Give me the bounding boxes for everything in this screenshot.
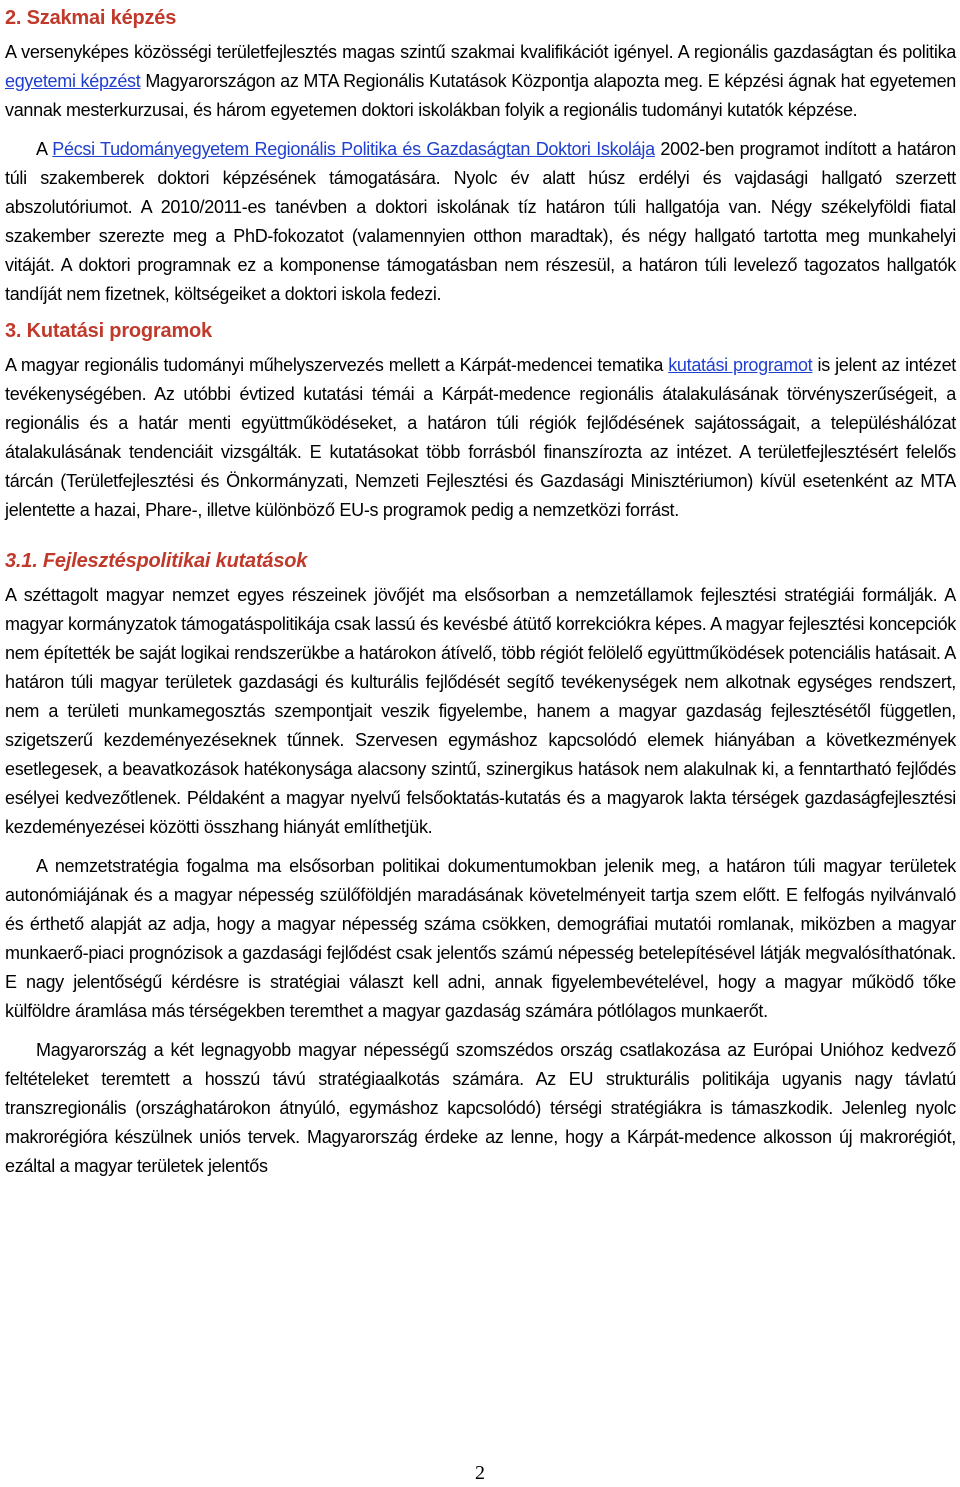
link-doctoral-school[interactable]: Pécsi Tudományegyetem Regionális Politika és Gazdaságtan Doktori Iskolája [52,139,655,159]
section-heading-szakmai-kepzes: 2. Szakmai képzés [5,7,177,29]
link-kutatasi-programot[interactable]: kutatási programot [668,355,813,375]
paragraph-text: A versenyképes közösségi területfejlesztés magas szintű szakmai kvalifikációt igényel. A regionális gazdaságtan és politika [5,42,956,62]
paragraph-research-programs [5,351,956,525]
paragraph-text: A magyar regionális tudományi műhelyszervezés mellett a Kárpát-medencei tematika [5,355,669,375]
paragraph-text: Magyarországon az MTA Regionális Kutatások Központja alapozta meg. E képzési ágnak hat egyetemen vannak mesterkurzusai, és három egyetemen doktori iskolákban folyik a regionális tudományi kutatók képzése. [5,71,956,120]
paragraph-text: is jelent az intézet tevékenységében. Az utóbbi évtized kutatási témái a Kárpát-medence regionális átalakulásának törvényszerűségeit, a regionális és a határ menti együttműködéseket, a határon túli régiók fejlődésének sajátosságait, a településhálózat átalakulásának tendenciáit vizsgálták. E kutatásokat több forrásból finanszírozta az intézet. A területfejlesztésért felelős tárcán (Területfejlesztési és Önkormányzati, Nemzeti Fejlesztési és Gazdasági Minisztériumon) kívül esetenként az MTA jelentette a hazai, Phare-, illetve különböző EU-s programok pedig a nemzetközi forrást. [5,355,957,520]
paragraph-training-intro [5,38,956,125]
paragraph-eu-macroregion: Magyarország a két legnagyobb magyar népességű szomszédos ország csatlakozása az Európai Unióhoz kedvező feltételeket teremtett a hosszú távú stratégiaalkotás számára. Az EU strukturális politikája ugyanis nagy távlatú transzregionális (országhatárokon átnyúló, egymáshoz kapcsolódó) térségi stratégiákra is támaszkodik. Jelenleg nyolc makrorégióra készülnek uniós tervek. Magyarország érdeke az lenne, hogy a Kárpát-medence alkosson új makrorégiót, ezáltal a magyar területek jelentős [5,1040,956,1176]
paragraph-text: A [36,139,53,159]
link-egyetemi-kepzes[interactable]: egyetemi képzést [5,71,141,91]
paragraph-doctoral-school [5,135,956,309]
page-number: 2 [475,1462,485,1484]
subsection-heading-fejlesztespolitikai-kutatasok: 3.1. Fejlesztéspolitikai kutatások [5,550,308,572]
paragraph-development-policy: A széttagolt magyar nemzet egyes részeinek jövőjét ma elsősorban a nemzetállamok fejlesztési stratégiái formálják. A magyar kormányzatok támogatáspolitikája csak lassú és kevésbé átütő korrekciókra képes. A magyar fejlesztési koncepciók nem építették be saját logikai rendszerükbe a határokon átívelő, több régiót felölelő együttműködések potenciális hatásait. A határon túli magyar területek gazdasági és kulturális fejlődését segítő tevékenységek nem alkotnak egységes rendszert, nem a területi munkamegosztás szempontjait veszik figyelembe, hanem a magyar gazdaság fejlesztésétől független, szigetszerű kezdeményezéseknek tűnnek. Szervesen egymáshoz kapcsolódó elemek hiányában a következmények esetlegesek, a beavatkozások hatékonysága alacsony szintű, szinergikus hatások nem alakulnak ki, a fenntartható fejlődés esélyei kedvezőtlenek. Példaként a magyar nyelvű felsőoktatás-kutatás és a magyarok lakta térségek gazdaságfejlesztési kezdeményezései közötti összhang hiányát említhetjük. [5,585,956,837]
document-page [5,0,956,1181]
section-heading-kutatasi-programok: 3. Kutatási programok [5,320,212,342]
paragraph-text: 2002-ben programot indított a határon túli szakemberek doktori képzésének támogatására. Nyolc év alatt húsz erdélyi és vajdasági hallgató szerzett abszolutóriumot. A 2010/2011-es tanévben a doktori iskolának tíz határon túli hallgatója van. Négy székelyföldi fiatal szakember szerezte meg a PhD-fokozatot (valamennyien otthon maradtak), és négy hallgató tartotta meg munkahelyi vitáját. A doktori programnak ez a komponense támogatásban nem részesül, a határon túli levelező tagozatos hallgatók tandíját nem fizetnek, költségeiket a doktori iskola fedezi. [5,139,956,304]
paragraph-national-strategy: A nemzetstratégia fogalma ma elsősorban politikai dokumentumokban jelenik meg, a határon túli magyar területek autonómiájának és a magyar népesség szülőföldjén maradásának követelményeit tartja szem előtt. E felfogás nyilvánvaló és érthető alapját az adja, hogy a magyar népesség száma csökken, demográfiai mutatói romlanak, miközben a magyar munkaerő-piaci prognózisok a gazdasági fejlődést csak jelentős számú népesség betelepítésével látják megvalósíthatónak. E nagy jelentőségű kérdésre is stratégiai választ kell adni, annak figyelembevételével, hogy a magyar működő tőke külföldre áramlása más térségekben teremthet a magyar gazdaság számára pótlólagos munkaerőt. [5,856,956,1021]
